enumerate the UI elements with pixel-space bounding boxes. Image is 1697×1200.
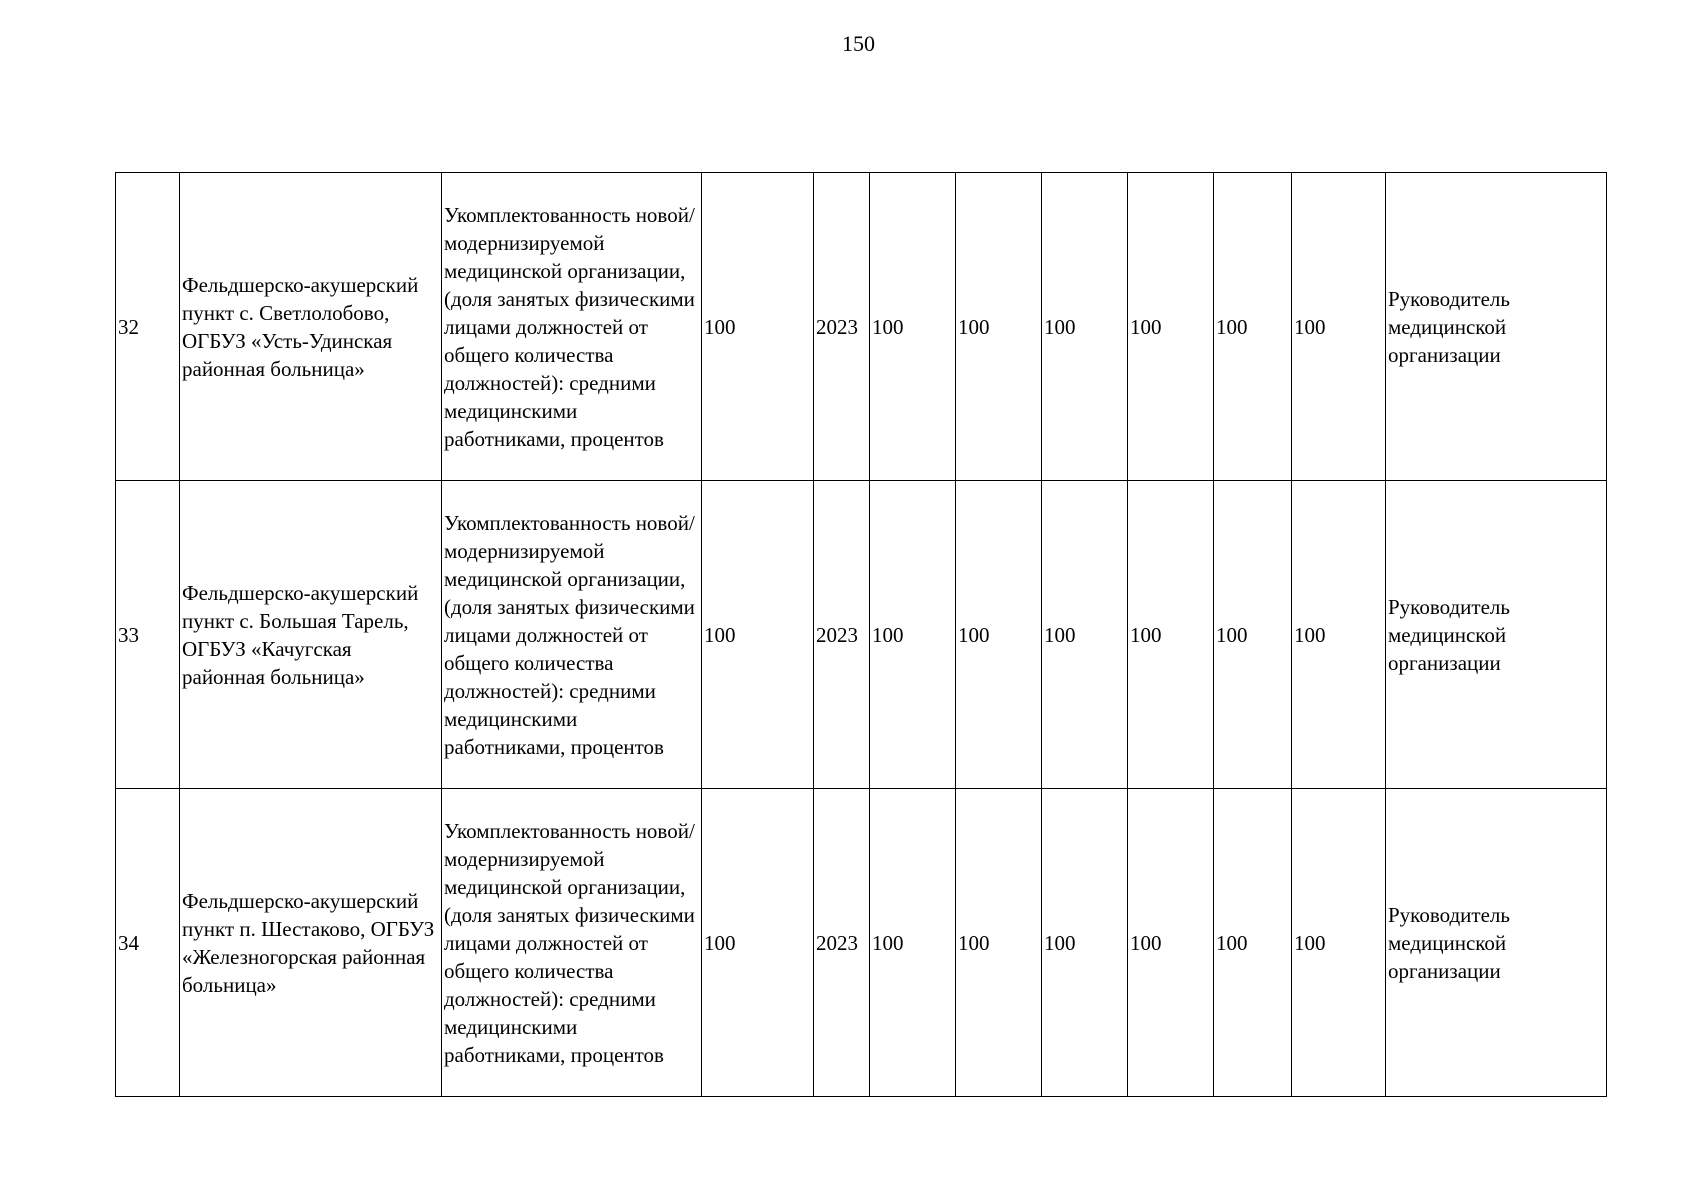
base-year-cell: 2023	[814, 481, 870, 789]
value-cell: 100	[870, 481, 956, 789]
indicators-table	[115, 172, 1607, 1097]
value-cell: 100	[956, 789, 1042, 1097]
value-cell: 100	[1292, 173, 1386, 481]
value-cell: 100	[1128, 173, 1214, 481]
base-value-cell: 100	[702, 173, 814, 481]
responsible-cell: Руководитель медицинской организации	[1386, 789, 1607, 1097]
indicator-cell: Укомплектованность новой/модернизируемой медицинской организации, (доля занятых физическими лицами должностей от общего количества должностей): средними медицинскими работниками, процентов	[442, 789, 702, 1097]
row-number-cell: 34	[116, 789, 180, 1097]
value-cell: 100	[956, 481, 1042, 789]
facility-cell: Фельдшерско-акушерский пункт с. Светлолобово, ОГБУЗ «Усть-Удинская районная больница»	[180, 173, 442, 481]
value-cell: 100	[1042, 789, 1128, 1097]
value-cell: 100	[1042, 481, 1128, 789]
value-cell: 100	[1292, 789, 1386, 1097]
value-cell: 100	[1292, 481, 1386, 789]
table-row	[116, 789, 1607, 1097]
value-cell: 100	[1128, 481, 1214, 789]
base-value-cell: 100	[702, 789, 814, 1097]
base-year-cell: 2023	[814, 789, 870, 1097]
value-cell: 100	[1214, 789, 1292, 1097]
facility-cell: Фельдшерско-акушерский пункт п. Шестаково, ОГБУЗ «Железногорская районная больница»	[180, 789, 442, 1097]
responsible-cell: Руководитель медицинской организации	[1386, 173, 1607, 481]
value-cell: 100	[956, 173, 1042, 481]
facility-cell: Фельдшерско-акушерский пункт с. Большая Тарель, ОГБУЗ «Качугская районная больница»	[180, 481, 442, 789]
value-cell: 100	[1128, 789, 1214, 1097]
row-number-cell: 32	[116, 173, 180, 481]
indicator-cell: Укомплектованность новой/модернизируемой медицинской организации, (доля занятых физическими лицами должностей от общего количества должностей): средними медицинскими работниками, процентов	[442, 173, 702, 481]
value-cell: 100	[1214, 481, 1292, 789]
table-row	[116, 481, 1607, 789]
base-value-cell: 100	[702, 481, 814, 789]
value-cell: 100	[870, 789, 956, 1097]
value-cell: 100	[1042, 173, 1128, 481]
page-number: 150	[842, 31, 875, 56]
indicator-cell: Укомплектованность новой/модернизируемой медицинской организации, (доля занятых физическими лицами должностей от общего количества должностей): средними медицинскими работниками, процентов	[442, 481, 702, 789]
table-row	[116, 173, 1607, 481]
value-cell: 100	[870, 173, 956, 481]
value-cell: 100	[1214, 173, 1292, 481]
base-year-cell: 2023	[814, 173, 870, 481]
responsible-cell: Руководитель медицинской организации	[1386, 481, 1607, 789]
row-number-cell: 33	[116, 481, 180, 789]
